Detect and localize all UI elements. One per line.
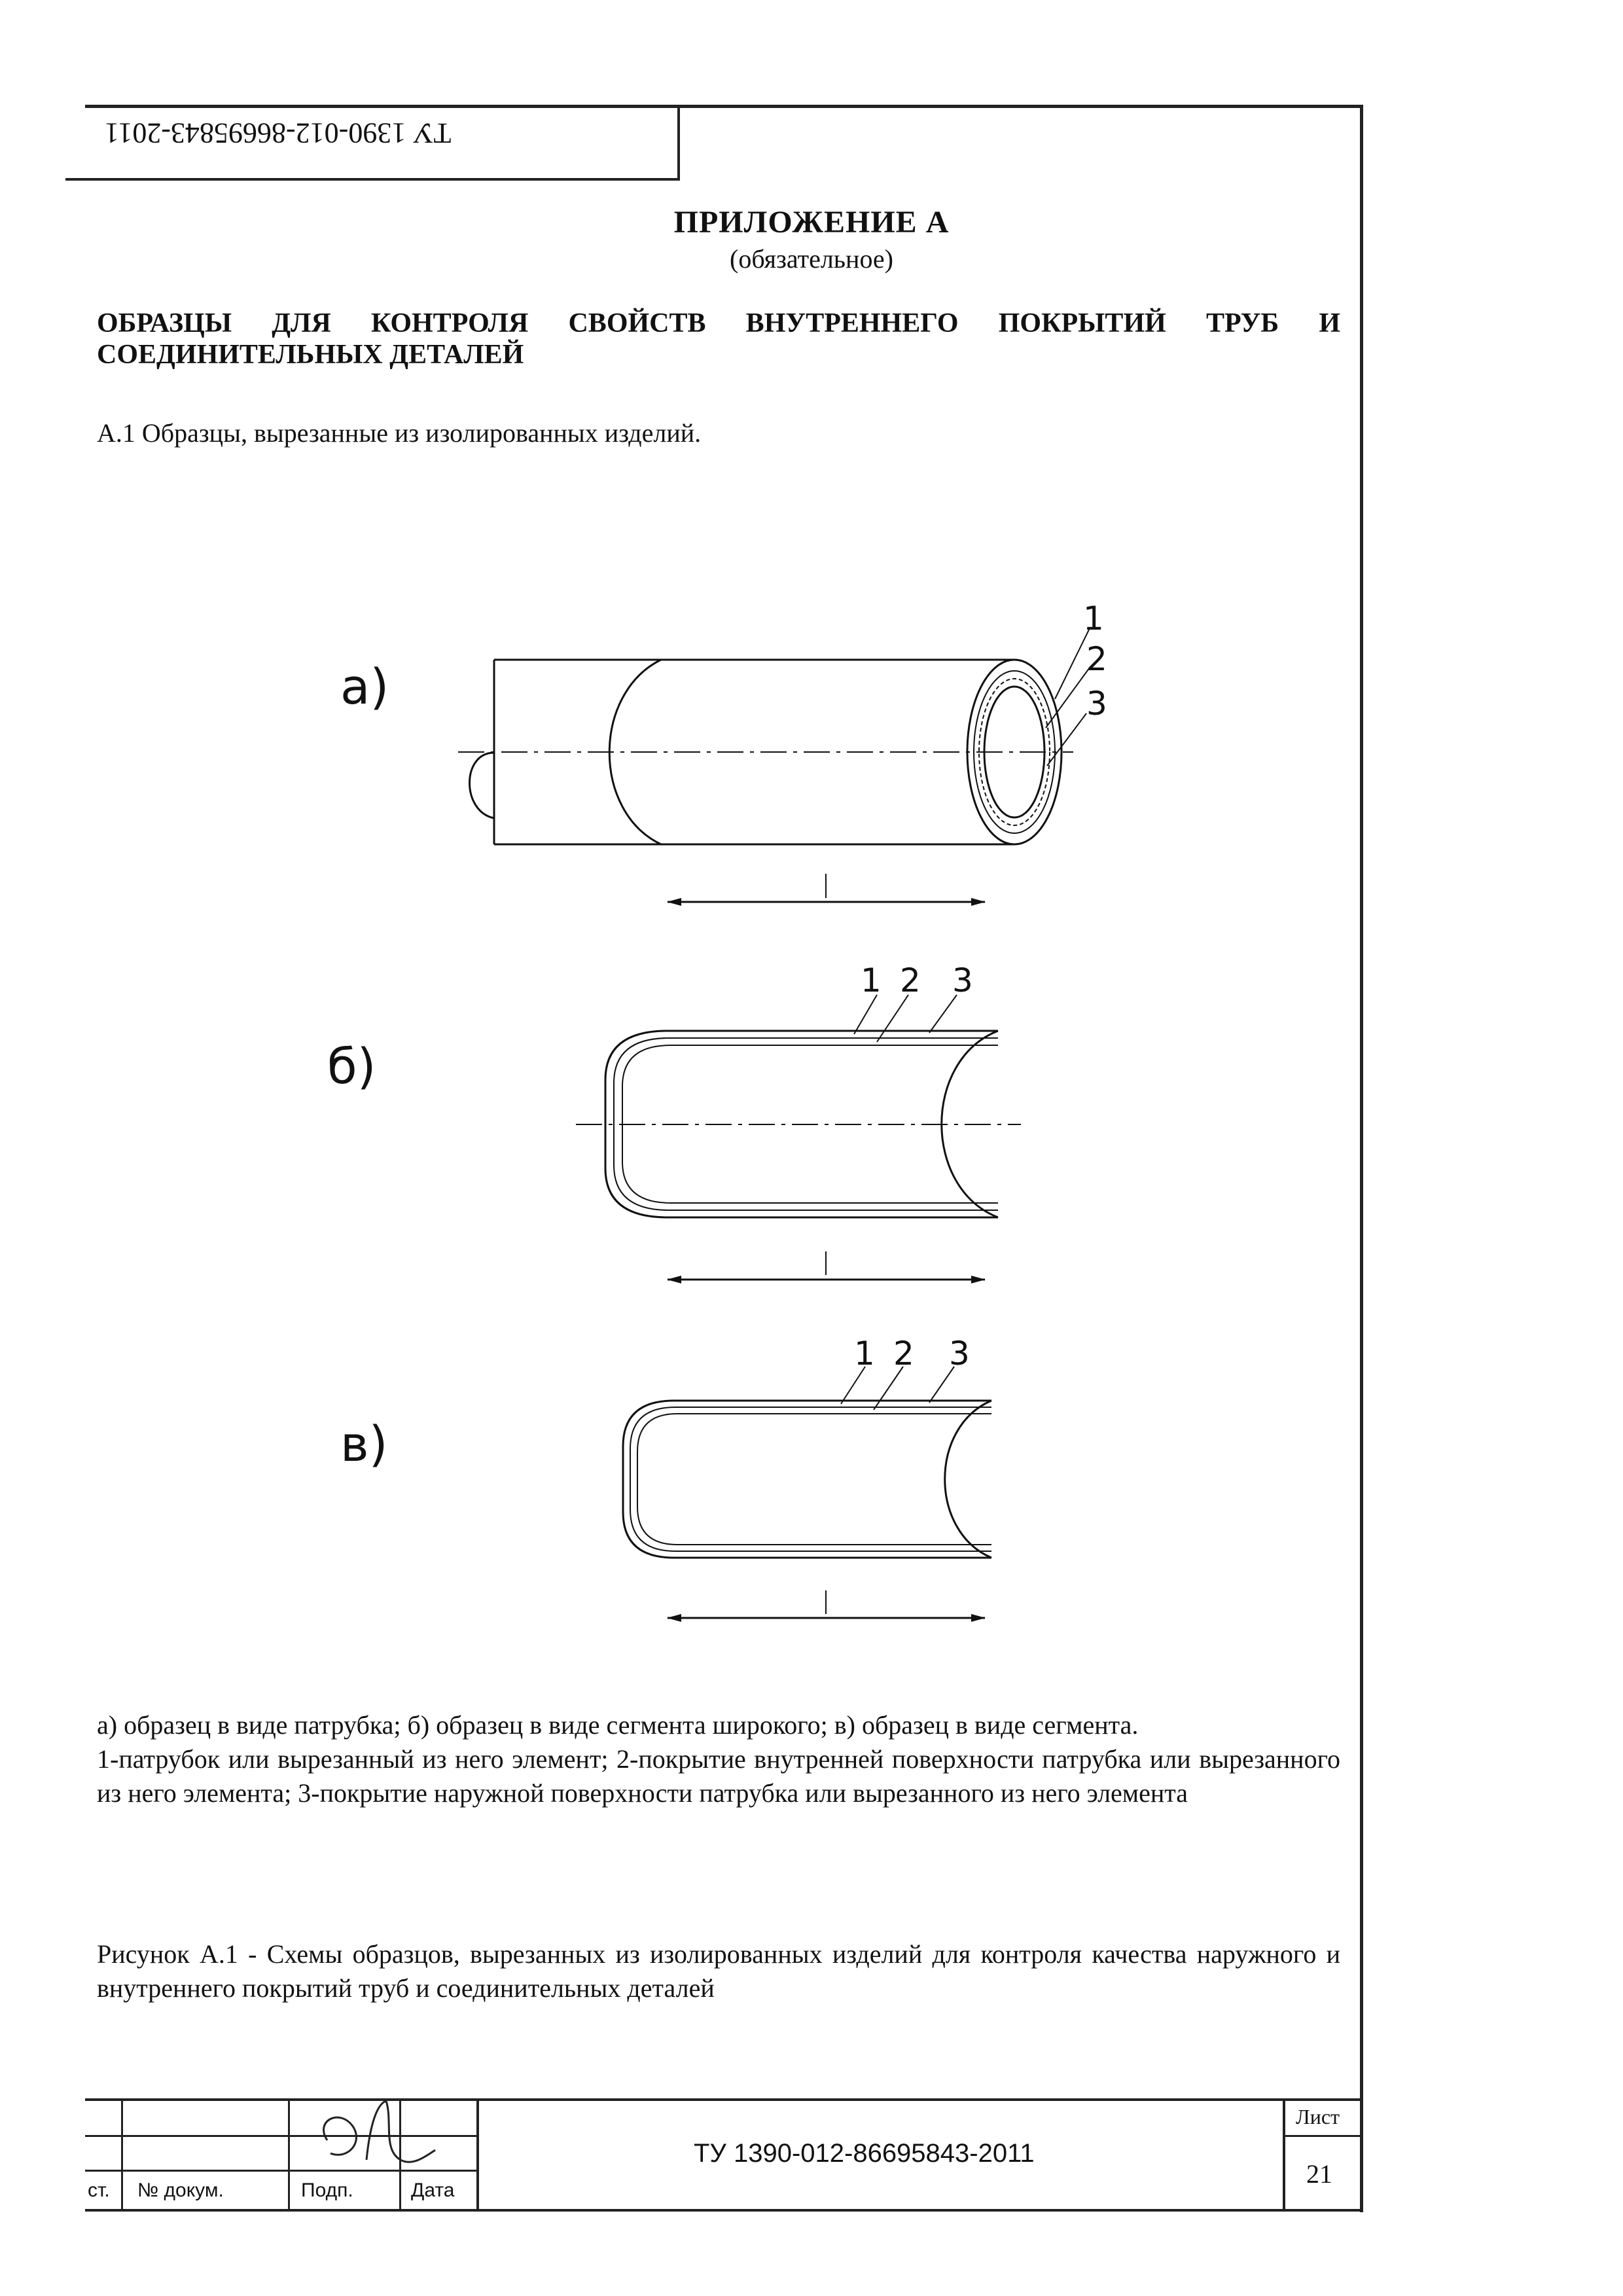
appendix-subtitle: (обязательное) [730, 244, 893, 274]
col-date-label: Дата [411, 2179, 455, 2201]
figure-legend [97, 1708, 1340, 1810]
top-stamp-code: ТУ 1390-012-86695843-2011 [105, 117, 452, 149]
sheet-label: Лист [1296, 2105, 1340, 2128]
document-code: ТУ 1390-012-86695843-2011 [694, 2139, 1035, 2168]
callout-3-b: 3 [952, 961, 973, 999]
legend-variants: а) образец в виде патрубка; б) образец в виде сегмента широкого; в) образец в виде сегмента. [97, 1710, 1139, 1740]
variant-label-a: а) [340, 659, 389, 715]
col-sign-label: Подп. [301, 2179, 353, 2201]
figure-caption: Рисунок А.1 - Схемы образцов, вырезанных из изолированных изделий для контроля качества наружного и внутреннего покрытий труб и соединительных деталей [97, 1939, 1340, 2003]
legend-items: 1-патрубок или вырезанный из него элемент; 2-покрытие внутренней поверхности патрубка или вырезанного из него элемента; 3-покрытие наружной поверхности патрубка или вырезанного из него элемента [97, 1744, 1340, 1808]
callout-2-v: 2 [893, 1335, 914, 1372]
clause-a1: А.1 Образцы, вырезанные из изолированных изделий. [97, 418, 702, 448]
callout-2-b: 2 [900, 961, 921, 999]
section-title: ОБРАЗЦЫ ДЛЯ КОНТРОЛЯ СВОЙСТВ ВНУТРЕННЕГО ПОКРЫТИЙ ТРУБ И СОЕДИНИТЕЛЬНЫХ ДЕТАЛЕЙ [97, 308, 1340, 370]
col-change-label: ст. [88, 2179, 110, 2201]
sheet-number: 21 [1306, 2159, 1332, 2189]
callout-1-a: 1 [1083, 600, 1104, 637]
variant-label-v: в) [340, 1416, 388, 1473]
callout-3-v: 3 [949, 1335, 970, 1372]
callout-1-b: 1 [861, 961, 882, 999]
appendix-title: ПРИЛОЖЕНИЕ А [673, 205, 950, 240]
callout-2-a: 2 [1086, 640, 1107, 678]
callout-1-v: 1 [854, 1335, 875, 1372]
top-stamp [65, 105, 680, 181]
col-doc-label: № докум. [137, 2179, 224, 2201]
variant-label-b: б) [327, 1039, 376, 1095]
callout-3-a: 3 [1086, 685, 1107, 723]
